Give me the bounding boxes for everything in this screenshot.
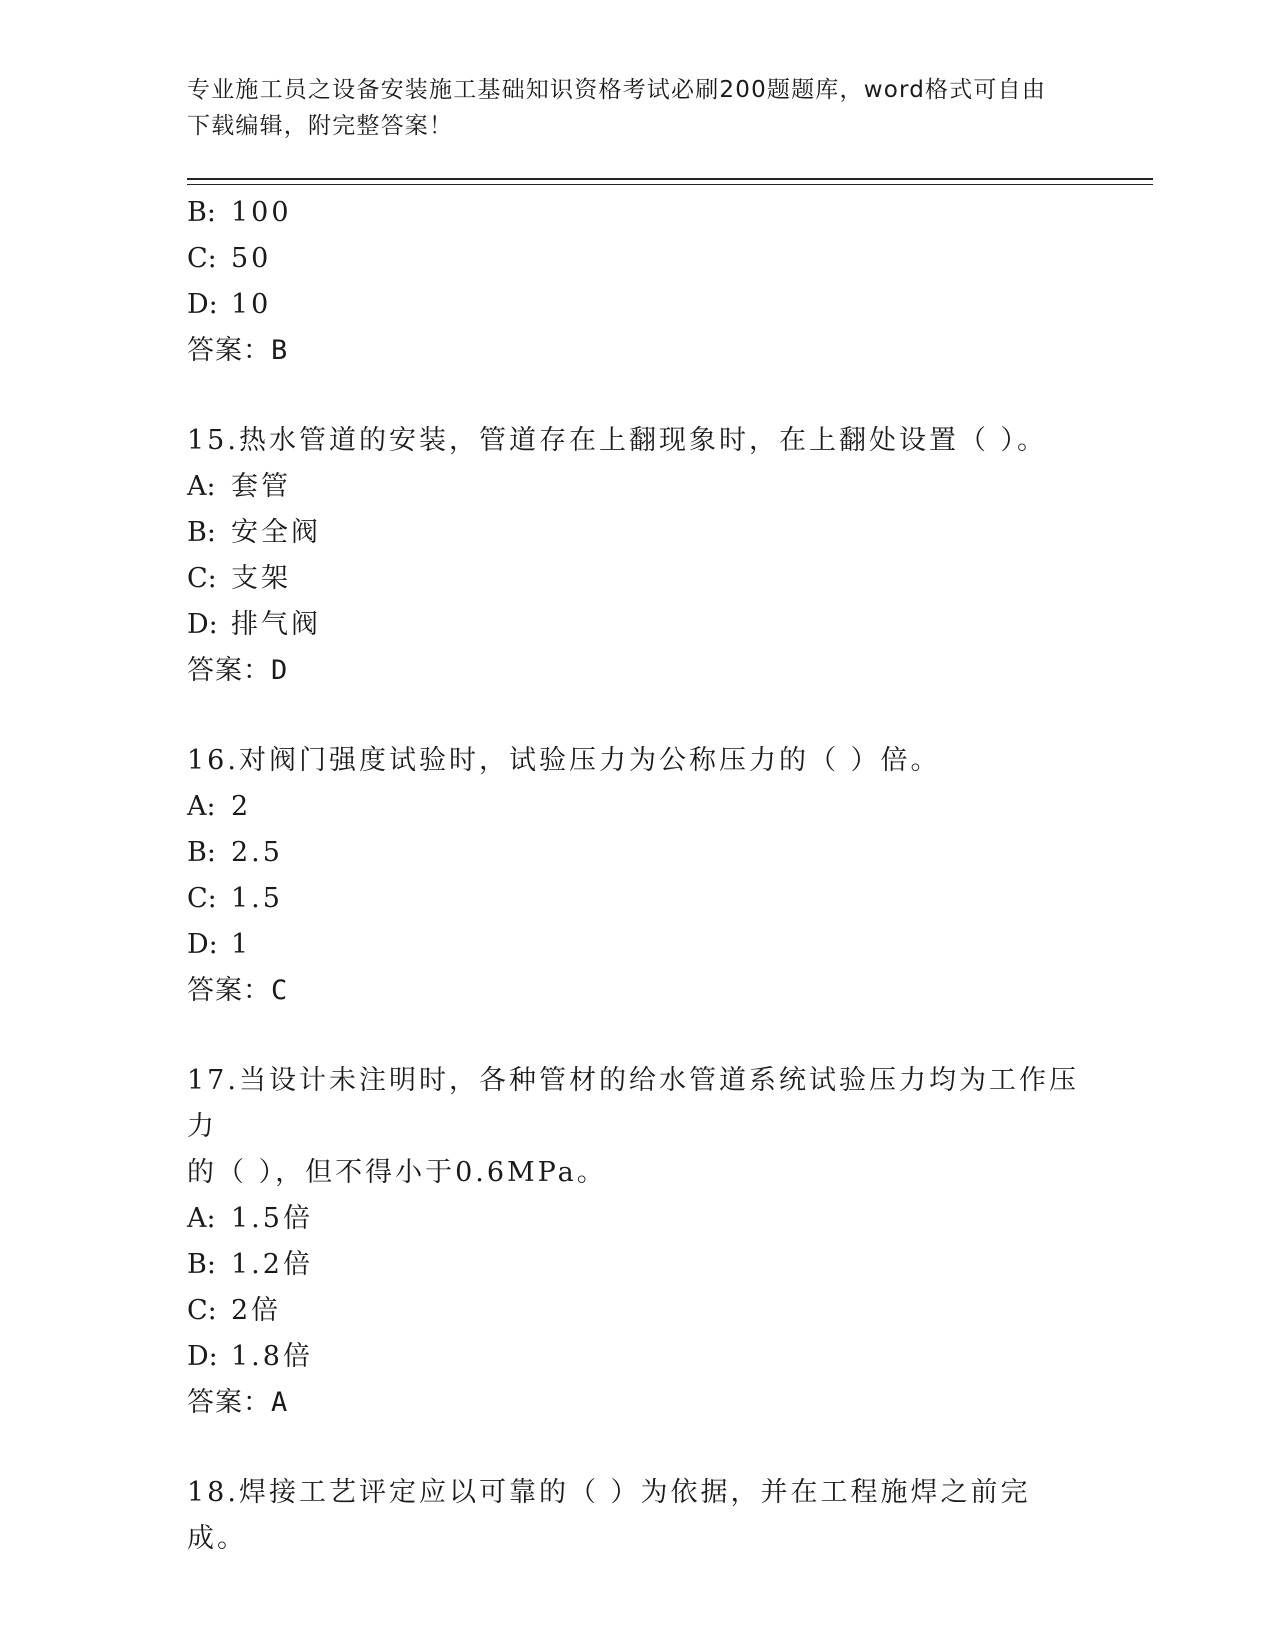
answer-value: C (271, 975, 289, 1006)
option-text: 排气阀 (231, 609, 321, 640)
option-key: B: (187, 517, 216, 548)
option-text: 1.5 (231, 883, 283, 914)
header-rule-thick (187, 178, 1153, 180)
option-key: D: (187, 929, 218, 960)
option-text: 1.5倍 (231, 1203, 313, 1234)
answer-value: B (271, 335, 289, 366)
answer-label: 答案： (187, 975, 271, 1006)
header-rule-thin (187, 184, 1153, 185)
option-key: C: (187, 883, 217, 914)
option-key: A: (187, 471, 216, 502)
answer-label: 答案： (187, 1387, 271, 1418)
option-b (187, 1242, 1087, 1288)
option-key: B: (187, 197, 216, 228)
answer-line (187, 648, 1087, 694)
answer-label: 答案： (187, 335, 271, 366)
option-a (187, 1196, 1087, 1242)
option-c (187, 1288, 1087, 1334)
option-text: 50 (231, 243, 272, 274)
option-key: D: (187, 609, 218, 640)
option-key: A: (187, 1203, 216, 1234)
question-list (187, 190, 1087, 1562)
question-text: 16.对阀门强度试验时，试验压力为公称压力的（ ）倍。 (187, 745, 941, 776)
option-key: C: (187, 563, 217, 594)
option-d (187, 1334, 1087, 1380)
option-c (187, 556, 1087, 602)
option-key: D: (187, 289, 218, 320)
answer-label: 答案： (187, 655, 271, 686)
option-b (187, 190, 1087, 236)
option-a (187, 464, 1087, 510)
option-key: B: (187, 837, 216, 868)
option-key: C: (187, 1295, 217, 1326)
question-text-line-1: 17.当设计未注明时，各种管材的给水管道系统试验压力均为工作压力 (187, 1065, 1079, 1142)
option-text: 100 (231, 197, 292, 228)
option-d (187, 602, 1087, 648)
answer-line (187, 1380, 1087, 1426)
question-text: 15.热水管道的安装，管道存在上翻现象时，在上翻处设置（ ）。 (187, 425, 1048, 456)
option-d (187, 922, 1087, 968)
answer-value: A (271, 1387, 289, 1418)
question-text-line-2: 的（ ），但不得小于0.6MPa。 (187, 1157, 607, 1188)
option-text: 套管 (231, 471, 291, 502)
option-text: 1 (231, 929, 252, 960)
option-text: 安全阀 (231, 517, 321, 548)
option-text: 2倍 (231, 1295, 282, 1326)
option-b (187, 830, 1087, 876)
option-text: 2.5 (231, 837, 283, 868)
question-16 (187, 738, 1087, 1014)
option-c (187, 876, 1087, 922)
answer-line (187, 968, 1087, 1014)
document-header: 专业施工员之设备安装施工基础知识资格考试必刷200题题库，word格式可自由下载编辑，附完整答案！ (187, 77, 1047, 139)
question-18 (187, 1470, 1087, 1562)
answer-value: D (271, 655, 289, 686)
option-b (187, 510, 1087, 556)
option-key: C: (187, 243, 217, 274)
answer-line (187, 328, 1087, 374)
option-text: 支架 (231, 563, 291, 594)
option-a (187, 784, 1087, 830)
option-text: 1.2倍 (231, 1249, 313, 1280)
option-text: 1.8倍 (231, 1341, 313, 1372)
question-14-continuation (187, 190, 1087, 374)
option-d (187, 282, 1087, 328)
question-text: 18.焊接工艺评定应以可靠的（ ）为依据，并在工程施焊之前完成。 (187, 1477, 1031, 1554)
question-17 (187, 1058, 1087, 1426)
option-key: D: (187, 1341, 218, 1372)
option-key: A: (187, 791, 216, 822)
option-text: 10 (231, 289, 272, 320)
option-c (187, 236, 1087, 282)
option-key: B: (187, 1249, 216, 1280)
question-15 (187, 418, 1087, 694)
option-text: 2 (231, 791, 252, 822)
